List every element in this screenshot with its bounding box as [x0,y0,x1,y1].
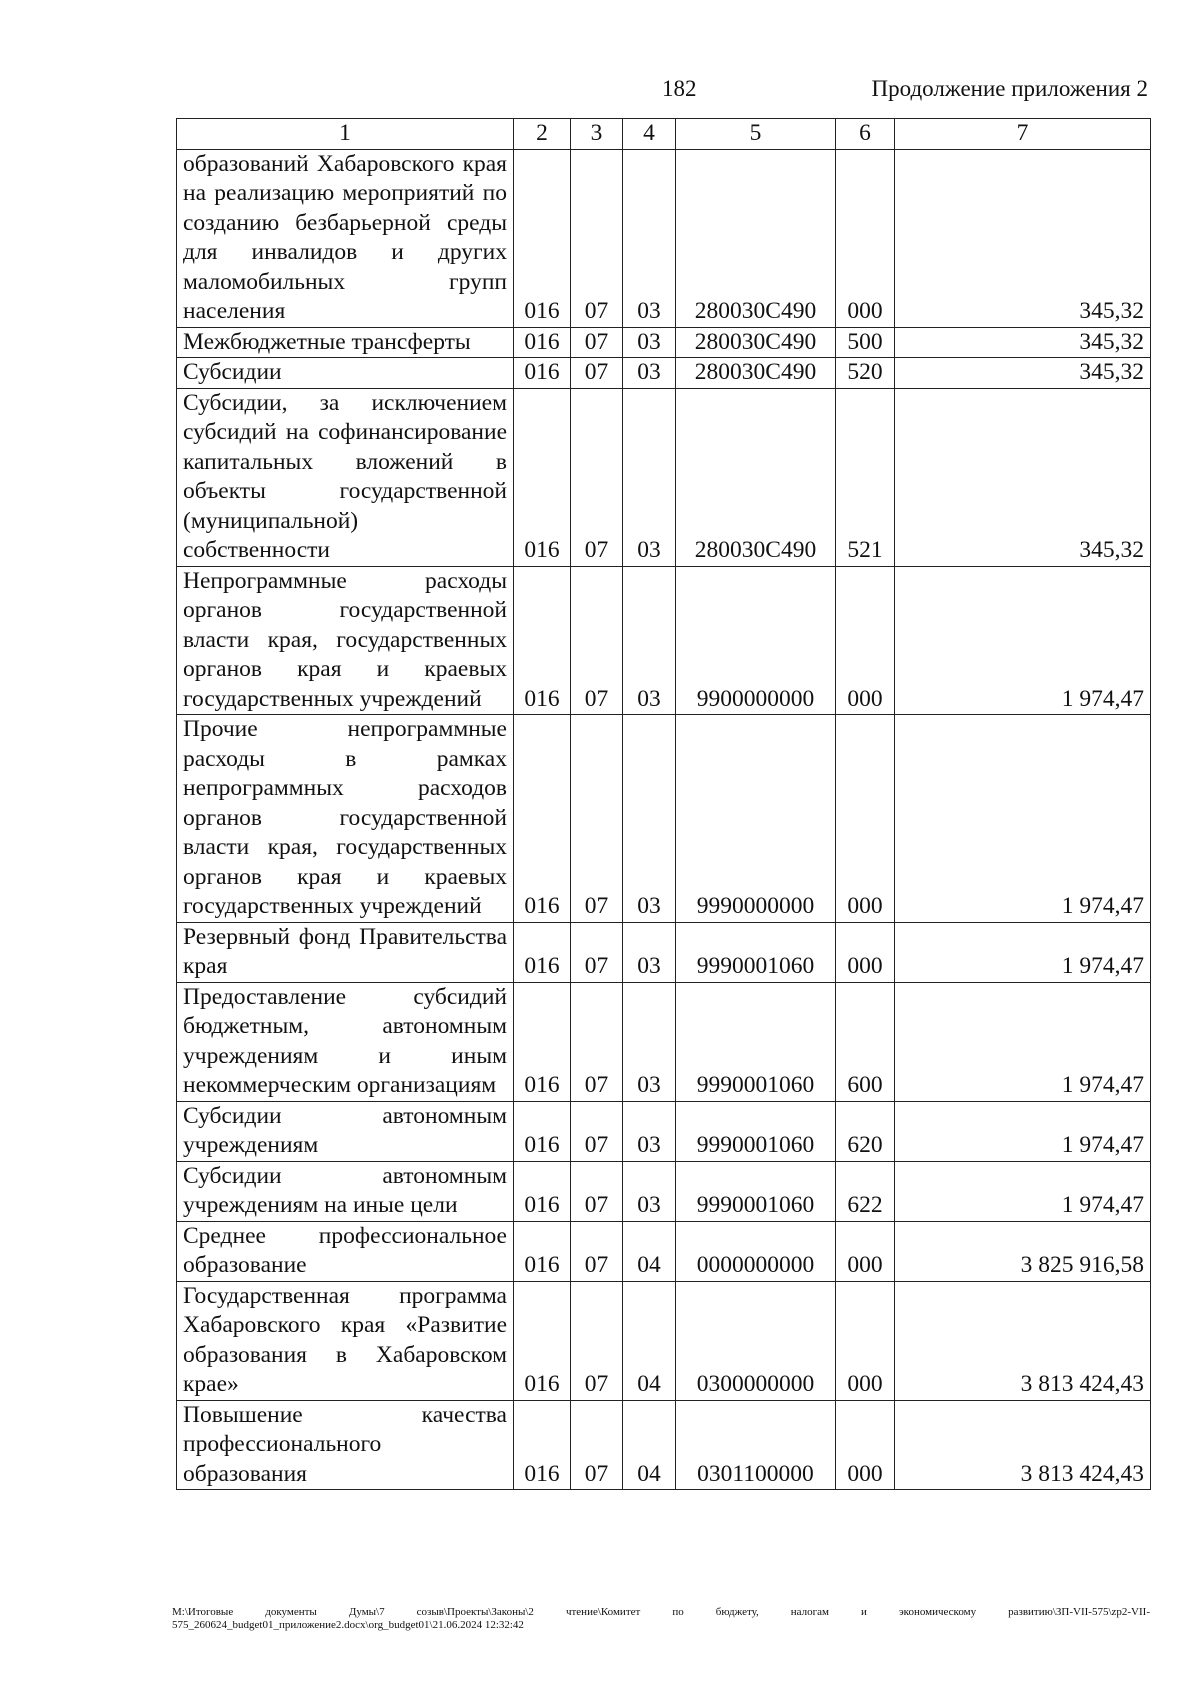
cell-col3: 07 [571,1101,623,1161]
cell-col4: 03 [623,149,676,327]
cell-amount: 345,32 [895,358,1151,389]
cell-col6: 000 [836,1221,895,1281]
cell-col4: 03 [623,982,676,1101]
cell-col6: 000 [836,566,895,715]
cell-col4: 04 [623,1400,676,1490]
cell-col6: 520 [836,358,895,389]
table-row [177,1281,1151,1400]
table-row [177,922,1151,982]
cell-col4: 03 [623,922,676,982]
column-header: 7 [895,119,1151,150]
cell-col3: 07 [571,982,623,1101]
cell-col4: 03 [623,358,676,389]
table-row [177,982,1151,1101]
cell-col3: 07 [571,922,623,982]
cell-col2: 016 [514,1161,571,1221]
row-name: Субсидии автономным учреждениям [177,1101,514,1161]
cell-amount: 345,32 [895,149,1151,327]
cell-col2: 016 [514,1221,571,1281]
row-name: Государственная программа Хабаровского края «Развитие образования в Хабаровском крае» [177,1281,514,1400]
table-row [177,715,1151,923]
cell-col6: 000 [836,715,895,923]
cell-col5: 9990001060 [676,982,836,1101]
cell-col5: 0000000000 [676,1221,836,1281]
cell-col4: 03 [623,715,676,923]
cell-col2: 016 [514,922,571,982]
cell-col6: 500 [836,327,895,358]
table-row [177,1161,1151,1221]
column-header: 1 [177,119,514,150]
table-row [177,358,1151,389]
cell-col4: 04 [623,1221,676,1281]
cell-col4: 03 [623,1161,676,1221]
document-path-footer: M:\Итоговые документы Думы\7 созыв\Проекты\Законы\2 чтение\Комитет по бюджету, налогам и экономическому развитию\ЗП-VII-575\zp2-VII-575_260624_budget01_приложение2.docx\org_budget01\21.06.2024 12:32:42 [172,1606,1150,1631]
cell-col3: 07 [571,149,623,327]
cell-col5: 280030С490 [676,327,836,358]
row-name: Непрограммные расходы органов государственной власти края, государственных органов края и краевых государственных учреждений [177,566,514,715]
cell-col5: 280030С490 [676,149,836,327]
cell-col2: 016 [514,715,571,923]
cell-col4: 03 [623,1101,676,1161]
cell-col4: 03 [623,566,676,715]
cell-amount: 1 974,47 [895,715,1151,923]
row-name: Повышение качества профессионального образования [177,1400,514,1490]
cell-col6: 622 [836,1161,895,1221]
page-number: 182 [662,76,697,101]
cell-col2: 016 [514,1281,571,1400]
cell-col6: 000 [836,922,895,982]
cell-amount: 345,32 [895,388,1151,566]
table-row [177,566,1151,715]
table-row [177,1101,1151,1161]
cell-col6: 000 [836,149,895,327]
cell-col3: 07 [571,1400,623,1490]
cell-amount: 1 974,47 [895,566,1151,715]
cell-col6: 000 [836,1281,895,1400]
cell-col2: 016 [514,149,571,327]
row-name: образований Хабаровского края на реализацию мероприятий по созданию безбарьерной среды для инвалидов и других маломобильных групп населения [177,149,514,327]
cell-col4: 04 [623,1281,676,1400]
cell-col6: 620 [836,1101,895,1161]
cell-col3: 07 [571,388,623,566]
cell-col2: 016 [514,327,571,358]
row-name: Прочие непрограммные расходы в рамках непрограммных расходов органов государственной власти края, государственных органов края и краевых государственных учреждений [177,715,514,923]
cell-col3: 07 [571,358,623,389]
row-name: Межбюджетные трансферты [177,327,514,358]
cell-amount: 3 813 424,43 [895,1400,1151,1490]
continuation-title: Продолжение приложения 2 [871,76,1148,101]
cell-col3: 07 [571,1161,623,1221]
column-header: 6 [836,119,895,150]
cell-col6: 000 [836,1400,895,1490]
table-row [177,149,1151,327]
cell-amount: 1 974,47 [895,922,1151,982]
row-name: Субсидии, за исключением субсидий на софинансирование капитальных вложений в объекты государственной (муниципальной) собственности [177,388,514,566]
cell-col3: 07 [571,715,623,923]
cell-col5: 9990001060 [676,922,836,982]
column-header: 5 [676,119,836,150]
cell-amount: 1 974,47 [895,982,1151,1101]
cell-col5: 0301100000 [676,1400,836,1490]
cell-col2: 016 [514,358,571,389]
cell-col6: 600 [836,982,895,1101]
cell-col2: 016 [514,1400,571,1490]
row-name: Субсидии автономным учреждениям на иные цели [177,1161,514,1221]
row-name: Среднее профессиональное образование [177,1221,514,1281]
column-header: 2 [514,119,571,150]
table-row [177,388,1151,566]
cell-amount: 3 813 424,43 [895,1281,1151,1400]
cell-col5: 0300000000 [676,1281,836,1400]
cell-col4: 03 [623,388,676,566]
cell-amount: 1 974,47 [895,1161,1151,1221]
cell-col4: 03 [623,327,676,358]
cell-amount: 345,32 [895,327,1151,358]
row-name: Предоставление субсидий бюджетным, автономным учреждениям и иным некоммерческим организациям [177,982,514,1101]
cell-col3: 07 [571,327,623,358]
budget-table [176,118,1151,1490]
cell-col3: 07 [571,1281,623,1400]
row-name: Резервный фонд Правительства края [177,922,514,982]
cell-col3: 07 [571,566,623,715]
cell-col2: 016 [514,566,571,715]
cell-col2: 016 [514,982,571,1101]
cell-col5: 9990000000 [676,715,836,923]
table-row [177,1400,1151,1490]
cell-col2: 016 [514,1101,571,1161]
column-header: 4 [623,119,676,150]
cell-col5: 9990001060 [676,1161,836,1221]
cell-col5: 280030С490 [676,358,836,389]
cell-col5: 9900000000 [676,566,836,715]
cell-col2: 016 [514,388,571,566]
column-header: 3 [571,119,623,150]
cell-col5: 9990001060 [676,1101,836,1161]
row-name: Субсидии [177,358,514,389]
cell-amount: 3 825 916,58 [895,1221,1151,1281]
cell-amount: 1 974,47 [895,1101,1151,1161]
cell-col3: 07 [571,1221,623,1281]
table-header-row [177,119,1151,150]
cell-col5: 280030С490 [676,388,836,566]
table-row [177,327,1151,358]
cell-col6: 521 [836,388,895,566]
table-row [177,1221,1151,1281]
page-header [0,76,1200,106]
